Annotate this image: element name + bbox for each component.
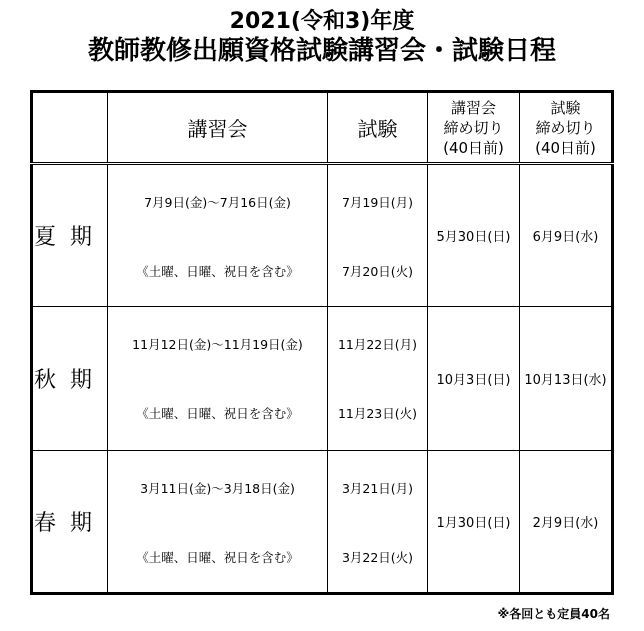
header-course-deadline-line2: 締め切り: [443, 118, 504, 137]
page-title-year: 2021(令和3)年度: [229, 9, 415, 34]
course-note: 《土曜、日曜、祝日を含む》: [136, 264, 299, 280]
header-course: 講習会: [108, 92, 328, 164]
course-deadline: 1月30日(日): [428, 450, 520, 593]
header-season: [32, 92, 108, 164]
header-course-deadline-line3: (40日前): [443, 138, 504, 157]
course-dates: 11月12日(金)～11月19日(金): [132, 337, 303, 353]
course-period-cell: [108, 450, 328, 593]
course-deadline: 5月30日(日): [428, 164, 520, 307]
season-label: 夏期: [32, 164, 108, 307]
header-exam: 試験: [328, 92, 428, 164]
header-exam-deadline-line1: 試験: [550, 98, 581, 117]
season-label: 秋期: [32, 307, 108, 450]
schedule-table: [30, 90, 614, 595]
exam-day2: 7月20日(火): [341, 264, 414, 280]
exam-day1: 11月22日(月): [337, 337, 418, 353]
header-exam-deadline-line3: (40日前): [535, 138, 596, 157]
course-period-cell: [108, 307, 328, 450]
exam-dates-cell: [328, 307, 428, 450]
course-dates: 7月9日(金)～7月16日(金): [144, 195, 291, 211]
table-row-autumn: [32, 307, 613, 450]
exam-day1: 7月19日(月): [341, 195, 414, 211]
course-note: 《土曜、日曜、祝日を含む》: [136, 406, 299, 422]
table-row-spring: [32, 450, 613, 593]
course-deadline: 10月3日(日): [428, 307, 520, 450]
page-title: 教師教修出願資格試験講習会・試験日程: [87, 36, 556, 66]
header-course-deadline: [428, 92, 520, 164]
exam-deadline: 2月9日(水): [520, 450, 613, 593]
table-row-summer: [32, 164, 613, 307]
header-exam-deadline: [520, 92, 613, 164]
exam-dates-cell: [328, 450, 428, 593]
course-dates: 3月11日(金)～3月18日(金): [140, 480, 295, 496]
table-header-row: [32, 92, 613, 164]
course-period-cell: [108, 164, 328, 307]
exam-day2: 11月23日(火): [337, 406, 418, 422]
exam-deadline: 6月9日(水): [520, 164, 613, 307]
course-note: 《土曜、日曜、祝日を含む》: [136, 549, 299, 565]
exam-day1: 3月21日(月): [341, 480, 414, 496]
header-exam-deadline-line2: 締め切り: [535, 118, 596, 137]
exam-dates-cell: [328, 164, 428, 307]
footnote-capacity: ※各回とも定員40名: [497, 607, 610, 621]
header-course-deadline-line1: 講習会: [450, 98, 496, 117]
exam-day2: 3月22日(火): [341, 549, 414, 565]
season-label: 春期: [32, 450, 108, 593]
exam-deadline: 10月13日(水): [520, 307, 613, 450]
